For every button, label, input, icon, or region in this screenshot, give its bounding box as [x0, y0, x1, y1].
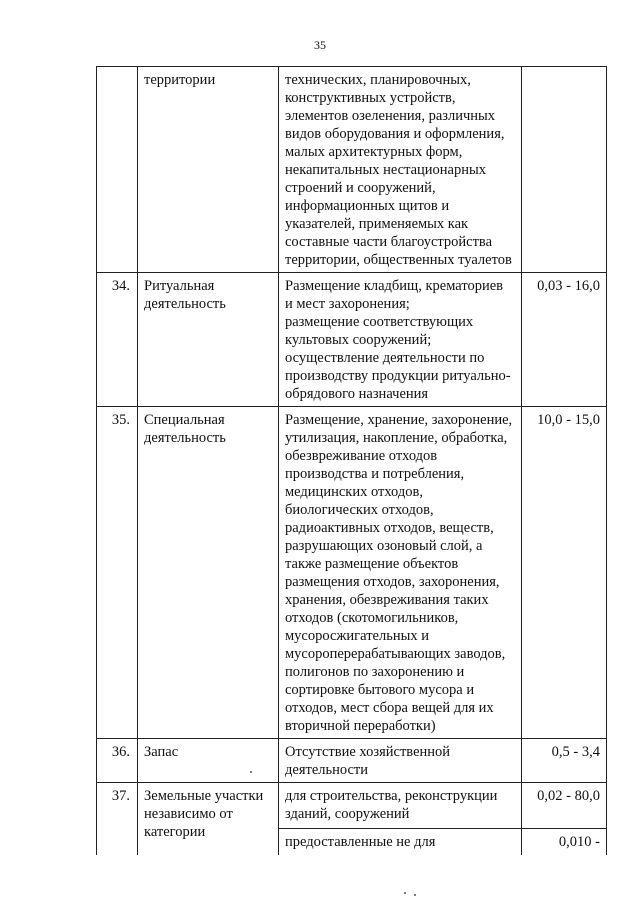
name-line: деятельность: [144, 296, 226, 312]
name-line: территории: [144, 72, 216, 88]
coefficient-range: [522, 67, 607, 273]
desc-line: медицинских отходов,: [285, 484, 423, 500]
scan-speck: [250, 771, 252, 773]
desc-line: утилизация, накопление, обработка,: [285, 430, 508, 446]
desc-line: хранения, обезвреживания таких: [285, 592, 489, 608]
row-number: 36.: [97, 739, 138, 783]
desc-line: производства и потребления,: [285, 466, 465, 482]
desc-line: полигонов по захоронению и: [285, 664, 465, 680]
desc-line: мусороперерабатывающих заводов,: [285, 646, 506, 662]
name-line: Специальная: [144, 412, 225, 428]
land-use-name: [138, 67, 279, 273]
desc-line: предоставленные не для: [285, 834, 436, 850]
desc-line: технических, планировочных,: [285, 72, 471, 88]
desc-line: видов оборудования и оформления,: [285, 126, 505, 142]
land-use-name: [138, 407, 279, 739]
desc-line: строений и сооружений,: [285, 180, 436, 196]
table-row: [97, 67, 607, 273]
land-use-description: [279, 739, 522, 783]
land-use-description: [279, 67, 522, 273]
desc-line: составные части благоустройства: [285, 234, 493, 250]
coefficient-range: 0,03 - 16,0: [522, 273, 607, 407]
desc-line: культовых сооружений;: [285, 332, 432, 348]
coefficient-range: 10,0 - 15,0: [522, 407, 607, 739]
name-line: независимо от: [144, 806, 233, 822]
name-line: Земельные участки: [144, 788, 264, 804]
coefficient-range: 0,02 - 80,0: [522, 783, 607, 829]
desc-line: информационных щитов и: [285, 198, 450, 214]
desc-line: сортировке бытового мусора и: [285, 682, 475, 698]
scan-speck: [404, 892, 406, 894]
land-use-name: [138, 783, 279, 855]
desc-line: разрушающих озоновый слой, а: [285, 538, 483, 554]
desc-line: малых архитектурных форм,: [285, 144, 463, 160]
desc-line: обрядового назначения: [285, 386, 429, 402]
name-line: категории: [144, 824, 206, 840]
desc-line: некапитальных нестационарных: [285, 162, 486, 178]
desc-line: обезвреживание отходов: [285, 448, 438, 464]
table-row: [97, 783, 607, 829]
row-number: 37.: [97, 783, 138, 855]
desc-line: Размещение кладбищ, крематориев: [285, 278, 504, 294]
land-use-name: [138, 273, 279, 407]
land-use-description: [279, 829, 522, 855]
desc-line: Размещение, хранение, захоронение,: [285, 412, 513, 428]
row-number: [97, 67, 138, 273]
row-number: 34.: [97, 273, 138, 407]
table-row: [97, 739, 607, 783]
land-use-description: [279, 783, 522, 829]
desc-line: Отсутствие хозяйственной: [285, 744, 451, 760]
desc-line: также размещение объектов: [285, 556, 459, 572]
desc-line: указателей, применяемых как: [285, 216, 469, 232]
land-use-description: [279, 273, 522, 407]
desc-line: производству продукции ритуально-: [285, 368, 511, 384]
page-number: 35: [314, 38, 326, 52]
desc-line: и мест захоронения;: [285, 296, 410, 312]
coefficient-range: 0,5 - 3,4: [522, 739, 607, 783]
desc-line: территории, общественных туалетов: [285, 252, 512, 268]
desc-line: отходов, мест сбора вещей для их: [285, 700, 494, 716]
desc-line: вторичной переработки): [285, 718, 436, 734]
desc-line: деятельности: [285, 762, 369, 778]
desc-line: элементов озеленения, различных: [285, 108, 496, 124]
desc-line: отходов (скотомогильников,: [285, 610, 459, 626]
desc-line: для строительства, реконструкции: [285, 788, 498, 804]
table-row: [97, 407, 607, 739]
land-use-description: [279, 407, 522, 739]
scan-speck: [414, 894, 416, 896]
land-use-name: [138, 739, 279, 783]
desc-line: размещение соответствующих: [285, 314, 474, 330]
desc-line: размещения отходов, захоронения,: [285, 574, 500, 590]
desc-line: осуществление деятельности по: [285, 350, 485, 366]
desc-line: биологических отходов,: [285, 502, 434, 518]
coefficient-range: 0,010 -: [522, 829, 607, 855]
table-row: [97, 273, 607, 407]
name-line: деятельность: [144, 430, 226, 446]
name-line: Ритуальная: [144, 278, 215, 294]
name-line: Запас: [144, 744, 179, 760]
desc-line: зданий, сооружений: [285, 806, 410, 822]
land-use-table: [96, 66, 607, 855]
desc-line: радиоактивных отходов, веществ,: [285, 520, 494, 536]
row-number: 35.: [97, 407, 138, 739]
desc-line: мусоросжигательных и: [285, 628, 429, 644]
desc-line: конструктивных устройств,: [285, 90, 456, 106]
